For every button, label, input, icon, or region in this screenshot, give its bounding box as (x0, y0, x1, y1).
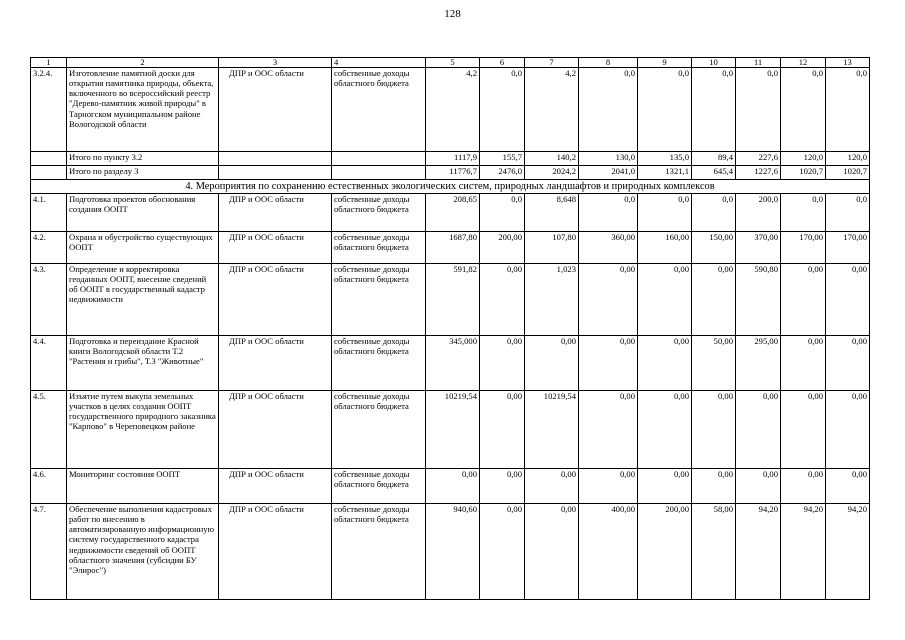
row-value: 0,0 (692, 194, 736, 232)
page-number: 128 (444, 8, 461, 20)
row-value: 10219,54 (525, 391, 579, 469)
total-value: 120,0 (826, 152, 870, 166)
row-executor: ДПР и ООС области (219, 232, 332, 264)
total-label: Итого по разделу 3 (67, 166, 219, 180)
row-value: 400,00 (579, 504, 638, 600)
row-value: 0,0 (826, 194, 870, 232)
row-value: 94,20 (826, 504, 870, 600)
row-value: 591,82 (426, 264, 480, 336)
row-value: 0,00 (781, 391, 826, 469)
total-row-section-3 (31, 166, 870, 180)
total-value: 135,0 (638, 152, 692, 166)
total-value: 2476,0 (480, 166, 525, 180)
row-value: 0,00 (480, 391, 525, 469)
column-number: 11 (736, 58, 781, 68)
row-value: 0,00 (781, 264, 826, 336)
row-value: 0,0 (826, 68, 870, 152)
table-row-4-1 (31, 194, 870, 232)
total-value: 11776,7 (426, 166, 480, 180)
row-value: 94,20 (781, 504, 826, 600)
row-source: собственные доходы областного бюджета (332, 68, 426, 152)
row-value: 4,2 (426, 68, 480, 152)
column-number: 4 (332, 58, 426, 68)
row-index: 4.5. (31, 391, 67, 469)
total-value: 1020,7 (781, 166, 826, 180)
row-source: собственные доходы областного бюджета (332, 391, 426, 469)
column-number: 10 (692, 58, 736, 68)
row-executor: ДПР и ООС области (219, 504, 332, 600)
column-number: 8 (579, 58, 638, 68)
row-value: 0,00 (480, 469, 525, 504)
column-number: 7 (525, 58, 579, 68)
row-value: 0,00 (826, 469, 870, 504)
budget-table (30, 57, 870, 600)
column-number: 3 (219, 58, 332, 68)
total-value: 89,4 (692, 152, 736, 166)
total-value: 1321,1 (638, 166, 692, 180)
table-row-4-3 (31, 264, 870, 336)
row-executor: ДПР и ООС области (219, 264, 332, 336)
section-title: 4. Мероприятия по сохранению естественных экологических систем, природных ландшафтов и природных комплексов (31, 180, 870, 194)
row-executor: ДПР и ООС области (219, 194, 332, 232)
total-value: 1020,7 (826, 166, 870, 180)
row-value: 200,00 (638, 504, 692, 600)
header-row (31, 58, 870, 68)
row-name: Определение и корректировка геоданных ООПТ, внесение сведений об ООПТ в государственный кадастр недвижимости (67, 264, 219, 336)
row-value: 0,00 (426, 469, 480, 504)
row-value: 345,000 (426, 336, 480, 391)
row-name-text: Изготовление памятной доски для открытия памятника природы, объекта, включенного во всероссийский реестр "Дерево-памятник живой природы" в Тарногском муниципальном районе Вологодской области (69, 68, 214, 129)
row-value: 370,00 (736, 232, 781, 264)
row-value: 0,00 (692, 469, 736, 504)
row-value: 200,00 (480, 232, 525, 264)
row-value: 0,00 (638, 391, 692, 469)
row-value: 940,60 (426, 504, 480, 600)
table-row-4-5 (31, 391, 870, 469)
total-value: 130,0 (579, 152, 638, 166)
row-value: 8,648 (525, 194, 579, 232)
row-value: 0,0 (781, 194, 826, 232)
row-value: 0,00 (781, 336, 826, 391)
row-index: 3.2.4. (31, 68, 67, 152)
total-value: 1227,6 (736, 166, 781, 180)
table-row-4-6 (31, 469, 870, 504)
row-index: 4.2. (31, 232, 67, 264)
column-number: 2 (67, 58, 219, 68)
row-executor: ДПР и ООС области (219, 336, 332, 391)
row-name-text: Обеспечение выполнения кадастровых работ по внесению в автоматизированную информационную систему государственного кадастра недвижимости сведений об ООПТ областного значения (субсидии БУ "Элирос") (69, 504, 215, 575)
row-value: 0,00 (579, 264, 638, 336)
table-row-4-7 (31, 504, 870, 600)
total-row-3-2 (31, 152, 870, 166)
column-number: 9 (638, 58, 692, 68)
row-value: 94,20 (736, 504, 781, 600)
total-value: 2024,2 (525, 166, 579, 180)
row-name: Охрана и обустройство существующих ООПТ (67, 232, 219, 264)
row-executor: ДПР и ООС области (219, 391, 332, 469)
row-name: Подготовка проектов обоснования создания ООПТ (67, 194, 219, 232)
row-value: 0,00 (736, 469, 781, 504)
row-index: 4.4. (31, 336, 67, 391)
row-value: 0,0 (781, 68, 826, 152)
row-value: 0,00 (781, 469, 826, 504)
row-name (67, 504, 219, 600)
row-index: 4.1. (31, 194, 67, 232)
row-value: 0,0 (692, 68, 736, 152)
row-value: 0,0 (480, 194, 525, 232)
total-value: 2041,0 (579, 166, 638, 180)
row-value: 0,00 (638, 264, 692, 336)
column-number: 6 (480, 58, 525, 68)
row-index: 4.7. (31, 504, 67, 600)
total-value: 140,2 (525, 152, 579, 166)
row-executor: ДПР и ООС области (219, 469, 332, 504)
column-number: 1 (31, 58, 67, 68)
row-value: 0,00 (480, 336, 525, 391)
row-value: 0,00 (525, 504, 579, 600)
total-value: 1117,9 (426, 152, 480, 166)
row-index: 4.6. (31, 469, 67, 504)
row-value: 0,00 (525, 336, 579, 391)
row-value: 0,00 (525, 469, 579, 504)
row-value: 1,023 (525, 264, 579, 336)
row-value: 107,80 (525, 232, 579, 264)
row-value: 360,00 (579, 232, 638, 264)
section-header-row (31, 180, 870, 194)
row-value: 4,2 (525, 68, 579, 152)
row-value: 170,00 (781, 232, 826, 264)
row-value: 0,0 (579, 194, 638, 232)
row-value: 58,00 (692, 504, 736, 600)
row-index: 4.3. (31, 264, 67, 336)
row-value: 0,00 (736, 391, 781, 469)
column-number: 5 (426, 58, 480, 68)
row-value: 160,00 (638, 232, 692, 264)
row-name: Изъятие путем выкупа земельных участков в целях создания ООПТ государственного природного заказника "Карпово" в Череповецком районе (67, 391, 219, 469)
row-name (67, 68, 219, 152)
row-value: 0,00 (579, 469, 638, 504)
row-source: собственные доходы областного бюджета (332, 264, 426, 336)
row-value: 0,0 (480, 68, 525, 152)
row-value: 0,00 (692, 391, 736, 469)
row-value: 0,0 (638, 194, 692, 232)
row-source: собственные доходы областного бюджета (332, 504, 426, 600)
row-value: 50,00 (692, 336, 736, 391)
row-value: 0,00 (692, 264, 736, 336)
total-value: 227,6 (736, 152, 781, 166)
row-value: 1687,80 (426, 232, 480, 264)
table-row-4-2 (31, 232, 870, 264)
total-value: 120,0 (781, 152, 826, 166)
row-value: 0,00 (579, 391, 638, 469)
total-value: 645,4 (692, 166, 736, 180)
table-row-4-4 (31, 336, 870, 391)
row-value: 590,80 (736, 264, 781, 336)
row-value: 295,00 (736, 336, 781, 391)
column-number: 13 (826, 58, 870, 68)
row-value: 10219,54 (426, 391, 480, 469)
row-source: собственные доходы областного бюджета (332, 232, 426, 264)
total-value: 155,7 (480, 152, 525, 166)
row-source: собственные доходы областного бюджета (332, 194, 426, 232)
row-value: 0,00 (480, 504, 525, 600)
row-value: 0,00 (579, 336, 638, 391)
row-value: 0,0 (638, 68, 692, 152)
row-name: Подготовка и переиздание Красной книги Вологодской области Т.2 "Растения и грибы", Т.3 "Животные" (67, 336, 219, 391)
row-value: 170,00 (826, 232, 870, 264)
row-value: 0,0 (579, 68, 638, 152)
row-value: 0,00 (638, 469, 692, 504)
row-value: 0,00 (638, 336, 692, 391)
row-value: 208,65 (426, 194, 480, 232)
row-value: 200,0 (736, 194, 781, 232)
row-value: 0,00 (826, 336, 870, 391)
column-number: 12 (781, 58, 826, 68)
row-value: 0,0 (736, 68, 781, 152)
row-executor: ДПР и ООС области (219, 68, 332, 152)
row-name: Мониторинг состояния ООПТ (67, 469, 219, 504)
row-value: 150,00 (692, 232, 736, 264)
row-source: собственные доходы областного бюджета (332, 469, 426, 504)
row-source: собственные доходы областного бюджета (332, 336, 426, 391)
row-value: 0,00 (480, 264, 525, 336)
row-value: 0,00 (826, 264, 870, 336)
total-label: Итого по пункту 3.2 (67, 152, 219, 166)
row-value: 0,00 (826, 391, 870, 469)
table-row-3-2-4 (31, 68, 870, 152)
